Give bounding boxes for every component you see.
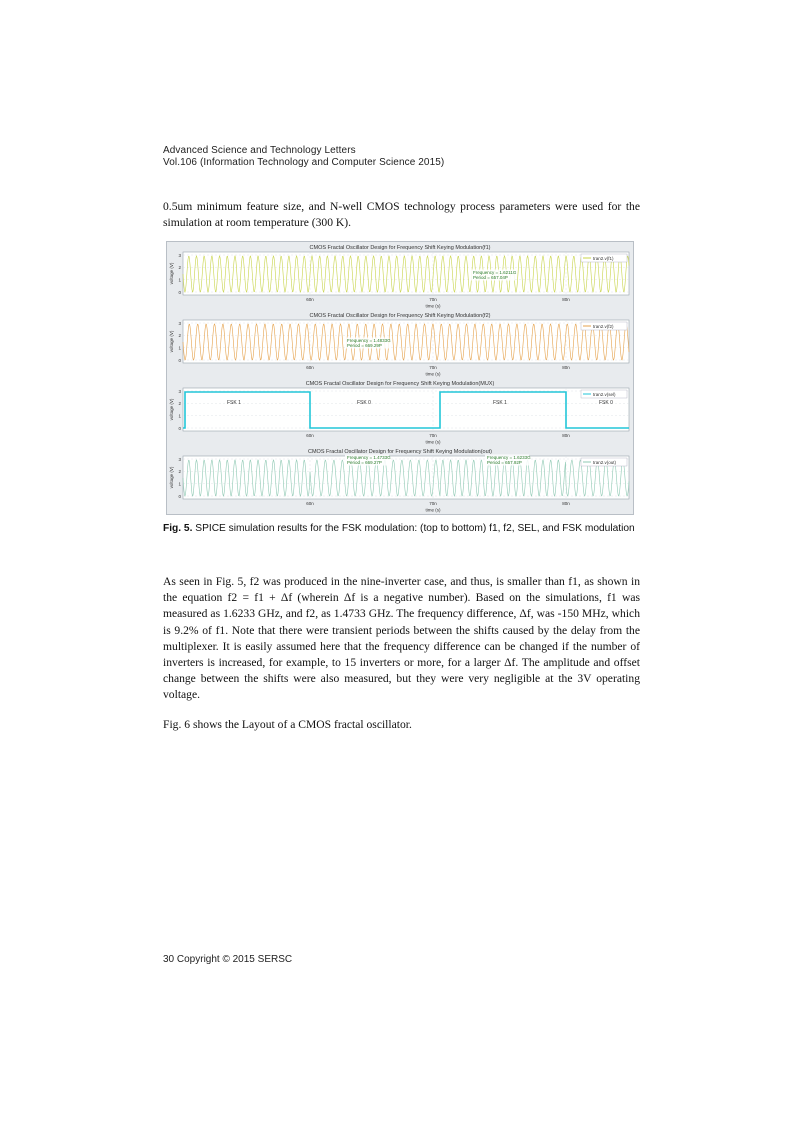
plot-panel-2 bbox=[169, 313, 629, 377]
journal-title: Advanced Science and Technology Letters bbox=[163, 145, 356, 156]
y-axis-label: voltage (V) bbox=[169, 262, 174, 285]
y-tick-label: 3 bbox=[178, 320, 181, 326]
segment-label: FSK 1 bbox=[227, 400, 241, 406]
plot-panel-4 bbox=[169, 449, 629, 513]
caption-label: Fig. 5. bbox=[163, 523, 193, 534]
annotation-frequency: Frequency = 1.4733G bbox=[347, 455, 391, 460]
panel-title: CMOS Fractal Oscillator Design for Frequency Shift Keying Modulation(f2) bbox=[309, 313, 491, 319]
simulation-plots bbox=[167, 242, 633, 514]
y-tick-label: 3 bbox=[178, 388, 181, 394]
plot-area bbox=[183, 388, 629, 431]
x-axis-label: time (s) bbox=[425, 303, 441, 309]
figure-5 bbox=[166, 241, 634, 515]
panel-title: CMOS Fractal Oscillator Design for Frequency Shift Keying Modulation(out) bbox=[307, 449, 493, 455]
figure-caption bbox=[163, 522, 640, 535]
x-axis-label: time (s) bbox=[425, 439, 441, 445]
x-tick-label: 80n bbox=[562, 433, 570, 438]
legend-label: tran2.v(f2) bbox=[593, 323, 614, 329]
y-tick-label: 1 bbox=[178, 413, 181, 419]
x-tick-label: 70n bbox=[429, 501, 437, 506]
y-tick-label: 0 bbox=[178, 493, 181, 499]
x-tick-label: 70n bbox=[429, 297, 437, 302]
intro-paragraph: 0.5um minimum feature size, and N-well CMOS technology process parameters were used for the simulation at room temperature (300 K). bbox=[163, 200, 640, 230]
x-tick-label: 60n bbox=[306, 501, 314, 506]
y-tick-label: 0 bbox=[178, 357, 181, 363]
y-tick-label: 1 bbox=[178, 345, 181, 351]
annotation-period: Period = 669.27P bbox=[347, 460, 382, 466]
x-tick-label: 80n bbox=[562, 297, 570, 302]
y-tick-label: 0 bbox=[178, 289, 181, 295]
panel-title: CMOS Fractal Oscillator Design for Frequency Shift Keying Modulation(MUX) bbox=[305, 381, 495, 387]
y-tick-label: 3 bbox=[178, 252, 181, 258]
annotation-frequency: Frequency = 1.6211G bbox=[473, 270, 517, 275]
x-tick-label: 70n bbox=[429, 433, 437, 438]
y-tick-label: 3 bbox=[178, 456, 181, 462]
y-axis-label: voltage (V) bbox=[169, 398, 174, 421]
segment-label: FSK 1 bbox=[493, 400, 507, 406]
x-tick-label: 80n bbox=[562, 365, 570, 370]
y-tick-label: 1 bbox=[178, 277, 181, 283]
x-tick-label: 60n bbox=[306, 297, 314, 302]
legend-label: tran2.v(out) bbox=[593, 459, 617, 465]
y-tick-label: 2 bbox=[178, 469, 181, 475]
caption-text: SPICE simulation results for the FSK modulation: (top to bottom) f1, f2, SEL, and FSK modulation bbox=[192, 523, 635, 534]
journal-volume: Vol.106 (Information Technology and Computer Science 2015) bbox=[163, 157, 445, 168]
x-tick-label: 70n bbox=[429, 365, 437, 370]
plot-panel-1 bbox=[169, 245, 629, 309]
page-footer: 30 Copyright © 2015 SERSC bbox=[163, 954, 293, 965]
segment-label: FSK 0 bbox=[357, 400, 371, 406]
annotation-frequency: Frequency = 1.4833G bbox=[347, 338, 391, 343]
y-tick-label: 2 bbox=[178, 265, 181, 271]
annotation-period: Period = 657.92P bbox=[487, 460, 522, 466]
body-paragraph: As seen in Fig. 5, f2 was produced in the nine-inverter case, and thus, is smaller than f1, as shown in the equation f2 = f1 + Δf (wherein Δf is a negative number). Based on the simulations, f1 was measured as 1.6233 GHz, and f2, as 1.4733 GHz. The frequency difference, Δf, was -150 MHz, which is 9.2% of f1. Note that there were transient periods between the shifts caused by the delay from the multiplexer. It is easily assumed here that the frequency difference can be changed if the number of inverters is increased, for example, to 15 inverters or more, for a larger Δf. The amplitude and offset change between the shifts were also measured, but they were very negligible at the 3V operating voltage. bbox=[163, 575, 640, 702]
y-tick-label: 2 bbox=[178, 333, 181, 339]
annotation-frequency: Frequency = 1.6233G bbox=[487, 455, 531, 460]
fig6-sentence: Fig. 6 shows the Layout of a CMOS fractal oscillator. bbox=[163, 718, 412, 731]
x-tick-label: 60n bbox=[306, 433, 314, 438]
plot-panel-3 bbox=[169, 381, 629, 445]
y-axis-label: voltage (V) bbox=[169, 330, 174, 353]
y-tick-label: 2 bbox=[178, 401, 181, 407]
y-tick-label: 0 bbox=[178, 425, 181, 431]
y-axis-label: voltage (V) bbox=[169, 466, 174, 489]
legend-label: tran2.v(sel) bbox=[593, 391, 616, 397]
x-axis-label: time (s) bbox=[425, 507, 441, 513]
annotation-period: Period = 669.29P bbox=[347, 343, 382, 349]
segment-label: FSK 0 bbox=[599, 400, 613, 406]
x-tick-label: 60n bbox=[306, 365, 314, 370]
x-tick-label: 80n bbox=[562, 501, 570, 506]
panel-title: CMOS Fractal Oscillator Design for Frequency Shift Keying Modulation(f1) bbox=[309, 245, 491, 251]
y-tick-label: 1 bbox=[178, 481, 181, 487]
annotation-period: Period = 657.04P bbox=[473, 275, 508, 281]
x-axis-label: time (s) bbox=[425, 371, 441, 377]
legend-label: tran2.v(f1) bbox=[593, 255, 614, 261]
